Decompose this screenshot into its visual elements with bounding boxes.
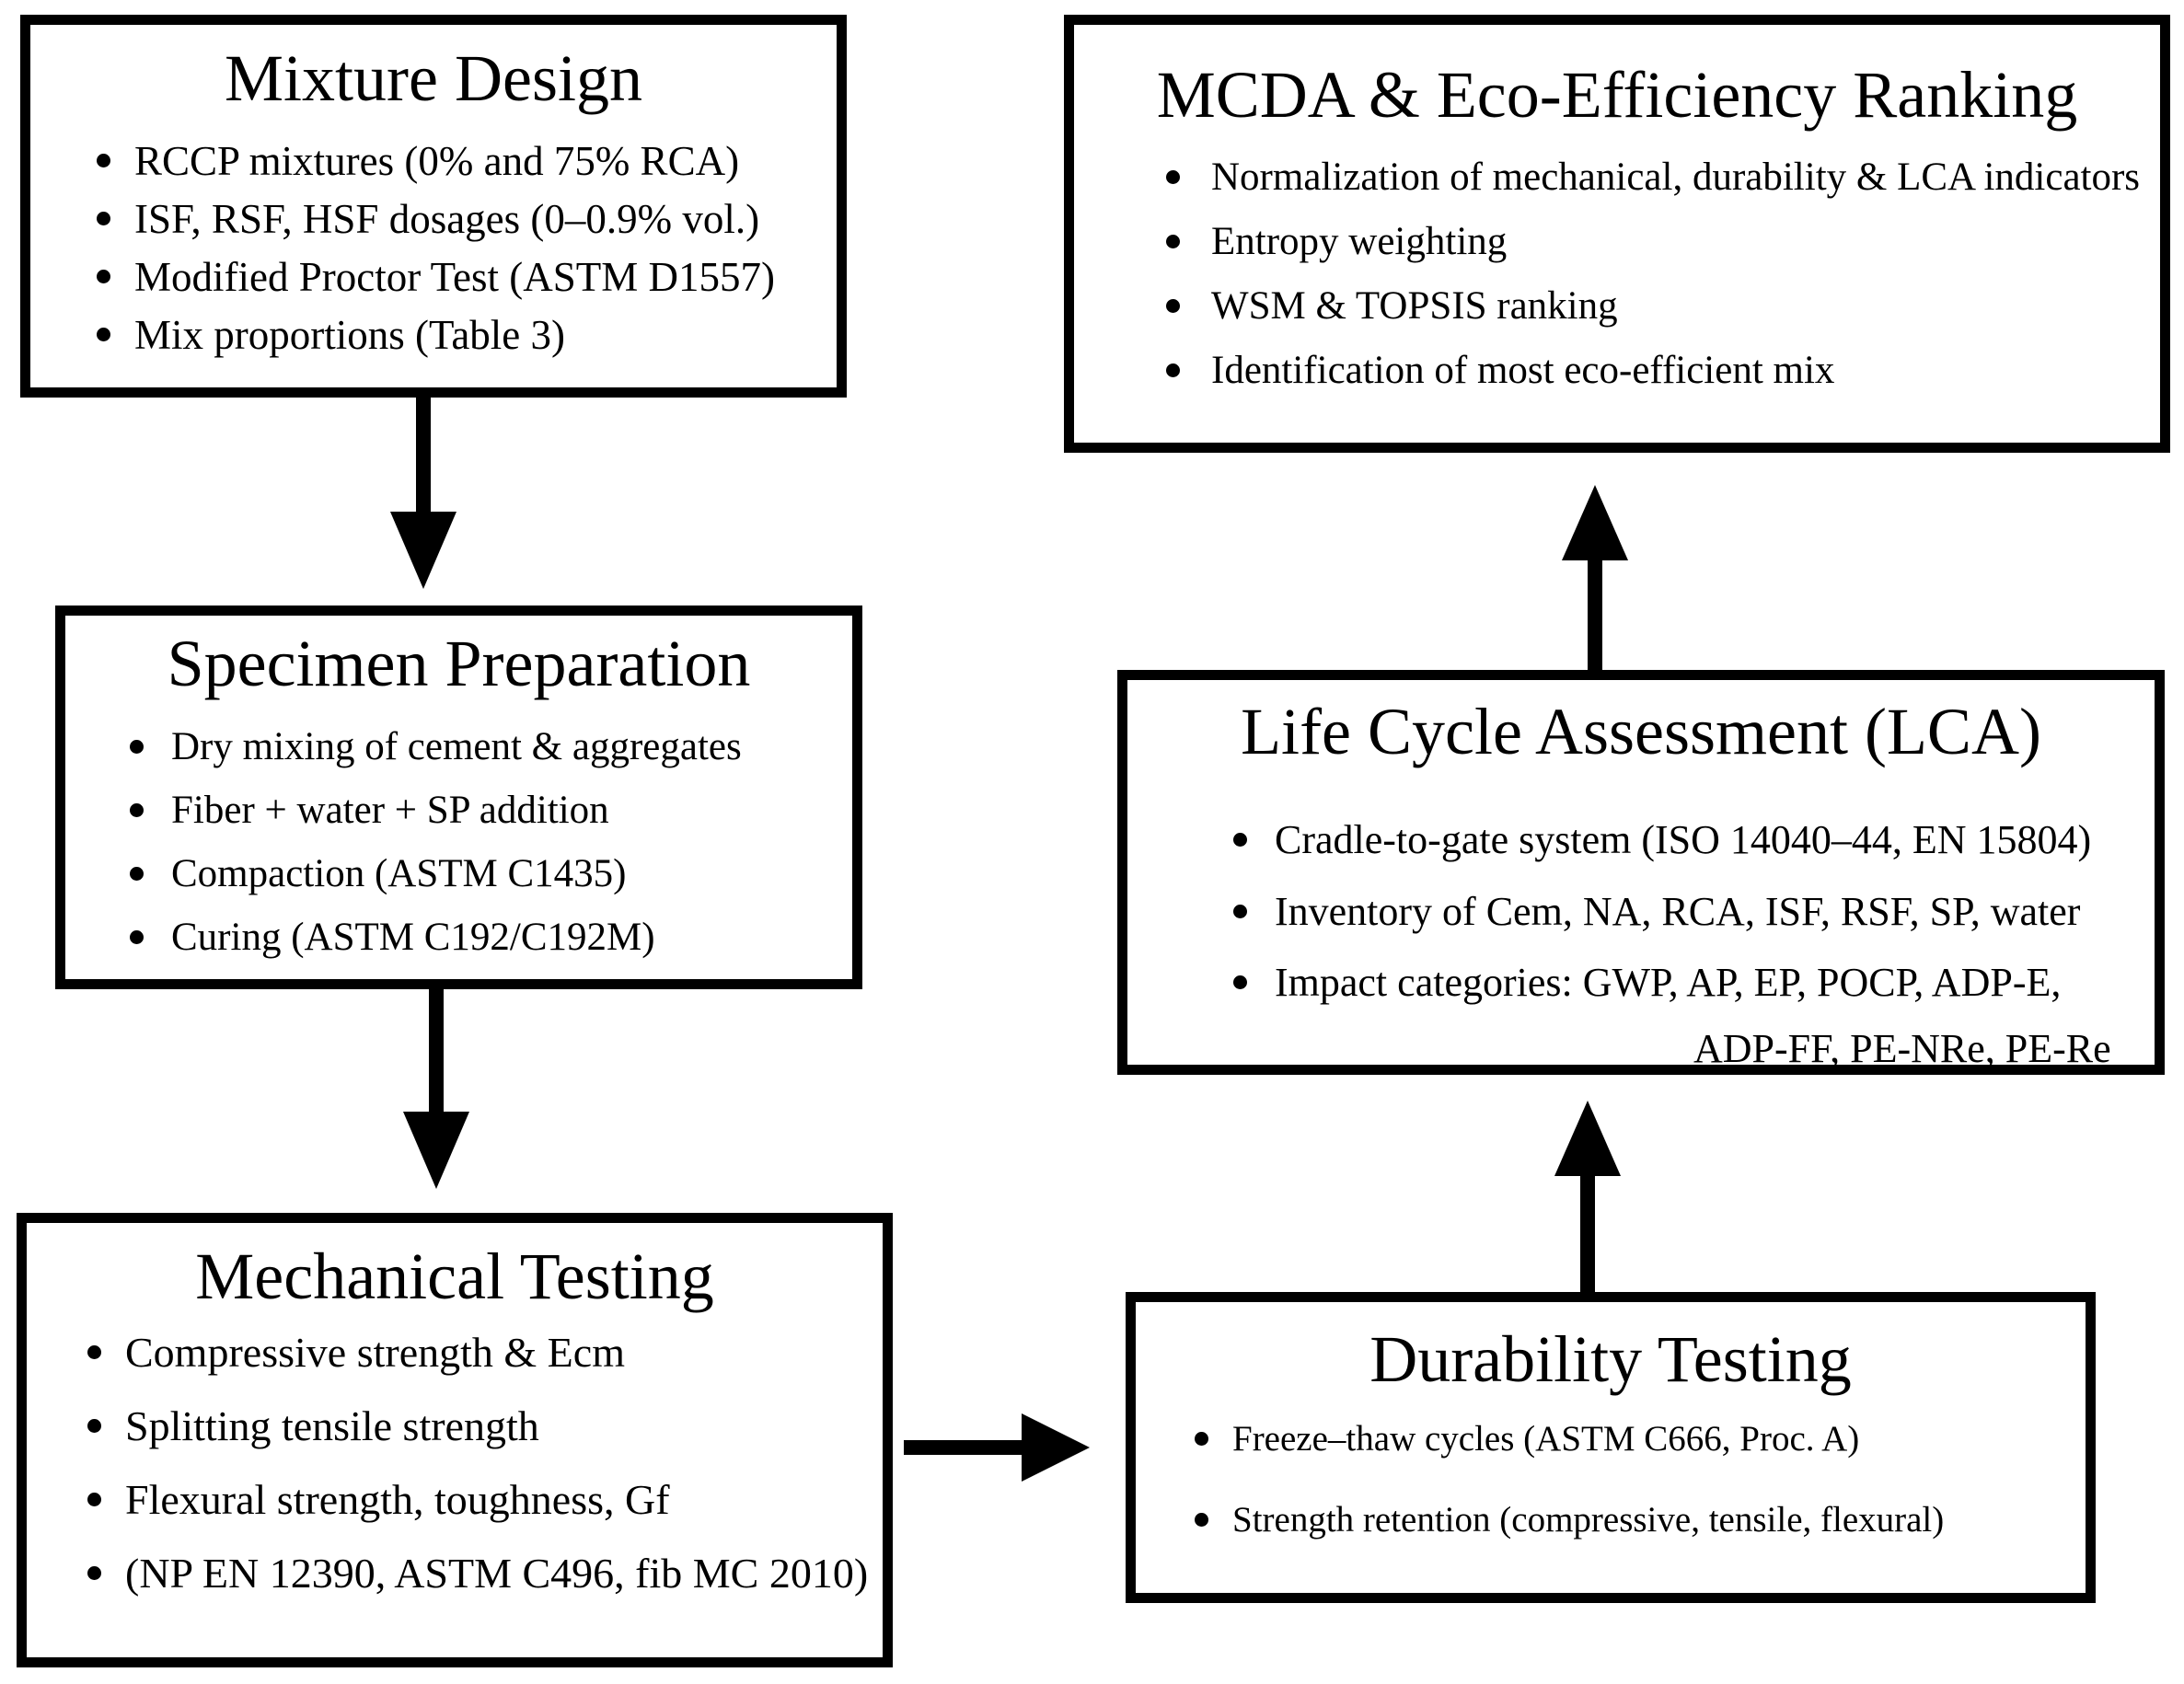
box-title-mcda-ranking: MCDA & Eco-Efficiency Ranking <box>1156 58 2078 132</box>
bullet-text: RCCP mixtures (0% and 75% RCA) <box>134 137 740 184</box>
list-item <box>130 779 852 842</box>
bullet-text: (NP EN 12390, ASTM C496, fib MC 2010) <box>125 1549 869 1597</box>
bullet-text: Entropy weighting <box>1211 219 1508 263</box>
list-item <box>87 1462 883 1536</box>
bullet-text: Modified Proctor Test (ASTM D1557) <box>134 253 775 300</box>
bullet-icon <box>97 154 110 167</box>
bullet-icon <box>1233 975 1247 989</box>
bullet-icon <box>87 1419 101 1433</box>
box-title-life-cycle-assessment: Life Cycle Assessment (LCA) <box>1241 695 2041 768</box>
bullet-list <box>65 715 852 969</box>
arrowhead-up-icon <box>1562 485 1628 560</box>
bullet-icon <box>87 1493 101 1506</box>
box-durability-testing <box>1126 1292 2096 1603</box>
bullet-text: Flexural strength, toughness, Gf <box>125 1475 670 1523</box>
list-item <box>130 715 852 779</box>
bullet-text: Splitting tensile strength <box>125 1401 539 1449</box>
list-item <box>1166 338 2160 402</box>
bullet-icon <box>1166 299 1180 313</box>
bullet-text: Curing (ASTM C192/C192M) <box>171 916 655 959</box>
bullet-icon <box>130 867 144 881</box>
bullet-icon <box>1195 1432 1208 1446</box>
bullet-list <box>30 132 837 363</box>
bullet-icon <box>87 1345 101 1359</box>
list-item <box>97 190 837 248</box>
list-item <box>87 1315 883 1389</box>
bullet-list <box>1127 803 2155 1079</box>
bullet-text: Inventory of Cem, NA, RCA, ISF, RSF, SP, water <box>1275 888 2081 934</box>
box-specimen-preparation <box>55 606 862 989</box>
box-mcda-ranking <box>1064 15 2170 453</box>
bullet-text: Strength retention (compressive, tensile, flexural) <box>1232 1499 1945 1540</box>
bullet-text: Identification of most eco-efficient mix <box>1211 348 1835 392</box>
bullet-text: Mix proportions (Table 3) <box>134 311 566 358</box>
bullet-text: Dry mixing of cement & aggregates <box>171 725 742 768</box>
bullet-icon <box>97 212 110 225</box>
bullet-text: ISF, RSF, HSF dosages (0–0.9% vol.) <box>134 195 760 242</box>
bullet-icon <box>1233 905 1247 918</box>
arrow-shaft <box>904 1440 1025 1455</box>
bullet-icon <box>1195 1513 1208 1527</box>
list-item <box>1233 803 2155 875</box>
list-item <box>97 132 837 190</box>
list-item <box>97 306 837 363</box>
bullet-list <box>1074 144 2160 402</box>
bullet-icon <box>130 740 144 754</box>
bullet-text: Freeze–thaw cycles (ASTM C666, Proc. A) <box>1232 1418 1860 1459</box>
bullet-icon <box>1166 363 1180 377</box>
bullet-text: Fiber + water + SP addition <box>171 789 609 832</box>
bullet-text-line1: Impact categories: GWP, AP, EP, POCP, ADP-E, <box>1275 960 2062 1005</box>
bullet-text-line2: ADP-FF, PE-NRe, PE-Re <box>1693 1026 2111 1071</box>
bullet-icon <box>1233 833 1247 847</box>
bullet-icon <box>97 270 110 283</box>
box-mechanical-testing <box>17 1213 893 1667</box>
bullet-icon <box>1166 170 1180 184</box>
list-item <box>1166 273 2160 338</box>
list-item <box>87 1536 883 1609</box>
bullet-text: Cradle-to-gate system (ISO 14040–44, EN 15804) <box>1275 816 2092 862</box>
list-item <box>130 842 852 905</box>
bullet-list <box>27 1315 883 1609</box>
list-item <box>87 1389 883 1462</box>
list-item <box>1233 875 2155 947</box>
bullet-text: Compressive strength & Ecm <box>125 1328 625 1376</box>
arrowhead-down-icon <box>403 1112 469 1189</box>
bullet-list <box>1136 1398 2086 1560</box>
arrowhead-up-icon <box>1554 1101 1621 1176</box>
list-item <box>1233 947 2155 1079</box>
list-item <box>1195 1479 2086 1560</box>
bullet-icon <box>97 328 110 341</box>
box-title-mechanical-testing: Mechanical Testing <box>195 1240 714 1313</box>
list-item <box>1166 209 2160 273</box>
box-title-specimen-preparation: Specimen Preparation <box>167 627 751 700</box>
bullet-icon <box>130 803 144 817</box>
box-mixture-design <box>20 15 847 398</box>
box-title-mixture-design: Mixture Design <box>225 41 642 115</box>
arrow-shaft <box>416 396 431 513</box>
arrow-shaft <box>1580 1174 1595 1294</box>
list-item <box>1195 1398 2086 1479</box>
bullet-text: WSM & TOPSIS ranking <box>1211 283 1618 328</box>
arrowhead-right-icon <box>1022 1413 1090 1482</box>
bullet-text: Compaction (ASTM C1435) <box>171 852 627 895</box>
bullet-text: Normalization of mechanical, durability & LCA indicators <box>1211 155 2141 199</box>
list-item <box>130 905 852 969</box>
bullet-icon <box>87 1566 101 1580</box>
arrow-shaft <box>429 987 444 1114</box>
arrowhead-down-icon <box>390 512 456 589</box>
box-life-cycle-assessment <box>1117 670 2165 1075</box>
list-item <box>97 248 837 306</box>
box-title-durability-testing: Durability Testing <box>1369 1322 1852 1396</box>
arrow-shaft <box>1588 559 1602 672</box>
bullet-text <box>1275 947 2111 1079</box>
bullet-icon <box>1166 235 1180 248</box>
bullet-icon <box>130 930 144 944</box>
list-item <box>1166 144 2160 209</box>
